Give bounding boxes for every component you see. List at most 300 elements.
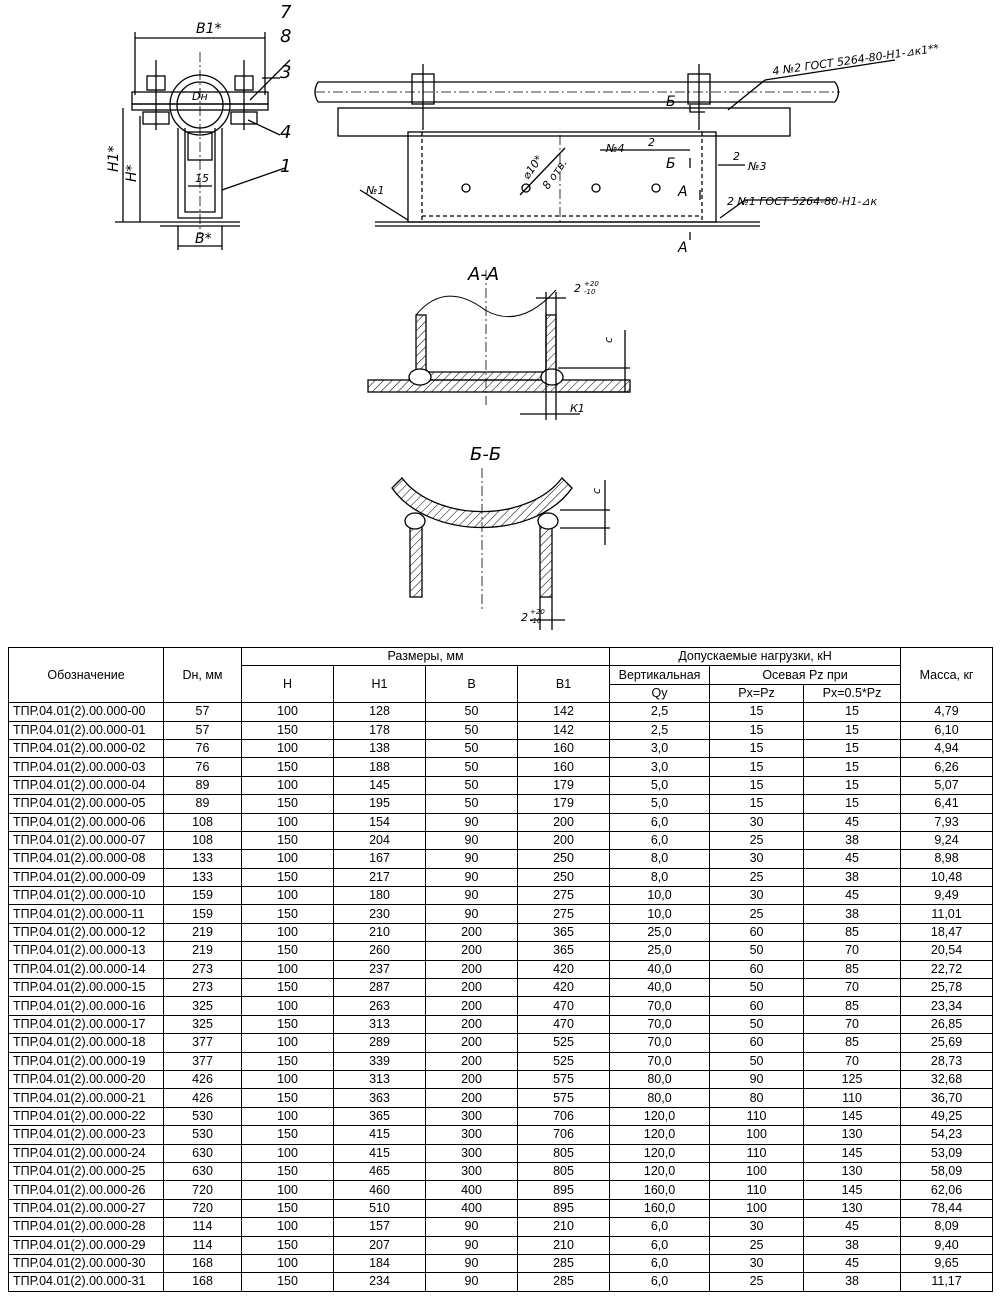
label-15: 15 — [195, 172, 209, 185]
table-cell: ТПР.04.01(2).00.000-25 — [9, 1162, 164, 1180]
table-cell: 50 — [426, 739, 518, 757]
table-cell: ТПР.04.01(2).00.000-06 — [9, 813, 164, 831]
table-cell: 575 — [518, 1089, 610, 1107]
header-designation: Обозначение — [9, 648, 164, 703]
table-cell: 805 — [518, 1144, 610, 1162]
side-view — [315, 60, 895, 240]
table-cell: 8,98 — [901, 850, 993, 868]
table-cell: 510 — [334, 1199, 426, 1217]
table-cell: 200 — [518, 831, 610, 849]
table-cell: 150 — [242, 1089, 334, 1107]
table-cell: 40,0 — [610, 960, 710, 978]
table-cell: ТПР.04.01(2).00.000-27 — [9, 1199, 164, 1217]
table-cell: 285 — [518, 1273, 610, 1291]
table-row — [9, 1273, 993, 1291]
drawing-canvas — [0, 0, 1001, 640]
table-cell: 70,0 — [610, 1015, 710, 1033]
table-cell: 630 — [164, 1162, 242, 1180]
label-h: H* — [124, 164, 140, 182]
table-cell: 57 — [164, 721, 242, 739]
table-cell: 38 — [804, 1273, 901, 1291]
table-cell: 50 — [426, 703, 518, 721]
label-hole-dim: ⌀10* — [519, 152, 546, 182]
table-cell: 30 — [710, 887, 804, 905]
table-cell: 58,09 — [901, 1162, 993, 1180]
table-cell: 179 — [518, 776, 610, 794]
header-b1: B1 — [518, 666, 610, 703]
table-cell: 100 — [242, 1218, 334, 1236]
section-bb — [392, 468, 610, 630]
table-cell: 60 — [710, 960, 804, 978]
table-cell: 525 — [518, 1034, 610, 1052]
table-cell: 179 — [518, 795, 610, 813]
table-cell: 138 — [334, 739, 426, 757]
table-cell: 40,0 — [610, 979, 710, 997]
table-cell: 150 — [242, 1052, 334, 1070]
table-cell: 10,0 — [610, 887, 710, 905]
table-cell: 365 — [518, 942, 610, 960]
header-axial: Осевая Pz при — [710, 666, 901, 684]
label-dn: Dн — [192, 90, 208, 103]
table-cell: 6,10 — [901, 721, 993, 739]
table-cell: ТПР.04.01(2).00.000-23 — [9, 1126, 164, 1144]
table-cell: 142 — [518, 721, 610, 739]
table-cell: 45 — [804, 813, 901, 831]
table-cell: 110 — [710, 1181, 804, 1199]
table-cell: 200 — [426, 1070, 518, 1088]
table-row — [9, 1199, 993, 1217]
table-cell: 15 — [804, 739, 901, 757]
table-cell: 10,48 — [901, 868, 993, 886]
table-cell: 142 — [518, 703, 610, 721]
table-cell: 365 — [334, 1107, 426, 1125]
table-row — [9, 721, 993, 739]
table-cell: 150 — [242, 1236, 334, 1254]
table-cell: 100 — [242, 703, 334, 721]
table-cell: 32,68 — [901, 1070, 993, 1088]
table-row — [9, 868, 993, 886]
bb-tol-up: +20 — [530, 608, 545, 616]
table-cell: 237 — [334, 960, 426, 978]
table-cell: 25 — [710, 905, 804, 923]
table-cell: 120,0 — [610, 1144, 710, 1162]
table-cell: 90 — [426, 1273, 518, 1291]
table-row — [9, 1218, 993, 1236]
table-cell: 130 — [804, 1126, 901, 1144]
table-cell: 90 — [426, 887, 518, 905]
table-cell: 275 — [518, 887, 610, 905]
table-cell: 895 — [518, 1199, 610, 1217]
table-cell: 20,54 — [901, 942, 993, 960]
header-b: B — [426, 666, 518, 703]
table-cell: 85 — [804, 960, 901, 978]
table-cell: 50 — [426, 758, 518, 776]
table-cell: 6,0 — [610, 1273, 710, 1291]
label-item7: 7 — [280, 2, 292, 23]
aa-tol-dn: -10 — [584, 288, 596, 296]
table-cell: 54,23 — [901, 1126, 993, 1144]
table-cell: 219 — [164, 942, 242, 960]
table-cell: ТПР.04.01(2).00.000-19 — [9, 1052, 164, 1070]
table-cell: 70,0 — [610, 1034, 710, 1052]
table-cell: 100 — [242, 960, 334, 978]
table-row — [9, 1254, 993, 1272]
table-cell: 895 — [518, 1181, 610, 1199]
label-h1: H1* — [106, 145, 122, 172]
technical-drawings — [0, 0, 1001, 640]
table-cell: 200 — [426, 1089, 518, 1107]
table-cell: 25 — [710, 868, 804, 886]
table-cell: 90 — [426, 813, 518, 831]
section-aa-title: А-А — [468, 264, 500, 285]
table-cell: 420 — [518, 960, 610, 978]
label-n4: №4 — [606, 142, 625, 155]
table-row — [9, 1107, 993, 1125]
table-cell: 38 — [804, 868, 901, 886]
table-cell: 706 — [518, 1107, 610, 1125]
table-cell: 720 — [164, 1199, 242, 1217]
table-cell: 50 — [426, 776, 518, 794]
table-cell: 250 — [518, 868, 610, 886]
table-cell: 460 — [334, 1181, 426, 1199]
table-cell: 325 — [164, 997, 242, 1015]
label-two-a: 2 — [648, 136, 655, 149]
table-cell: ТПР.04.01(2).00.000-09 — [9, 868, 164, 886]
table-cell: 530 — [164, 1107, 242, 1125]
table-cell: 25 — [710, 1236, 804, 1254]
table-cell: ТПР.04.01(2).00.000-11 — [9, 905, 164, 923]
table-cell: 60 — [710, 997, 804, 1015]
table-cell: 630 — [164, 1144, 242, 1162]
table-row — [9, 1089, 993, 1107]
table-cell: 100 — [242, 776, 334, 794]
table-row — [9, 905, 993, 923]
table-row — [9, 703, 993, 721]
table-cell: 325 — [164, 1015, 242, 1033]
header-h: H — [242, 666, 334, 703]
spec-table — [8, 647, 993, 1292]
table-cell: 70,0 — [610, 1052, 710, 1070]
table-cell: 9,40 — [901, 1236, 993, 1254]
table-cell: 15 — [710, 739, 804, 757]
table-cell: 28,73 — [901, 1052, 993, 1070]
table-cell: 25,0 — [610, 942, 710, 960]
table-cell: 26,85 — [901, 1015, 993, 1033]
table-cell: 100 — [242, 813, 334, 831]
table-cell: 38 — [804, 905, 901, 923]
table-cell: 219 — [164, 923, 242, 941]
table-cell: 125 — [804, 1070, 901, 1088]
table-cell: 720 — [164, 1181, 242, 1199]
table-cell: 80,0 — [610, 1089, 710, 1107]
label-b1: B1* — [196, 21, 222, 37]
table-cell: ТПР.04.01(2).00.000-08 — [9, 850, 164, 868]
table-cell: 15 — [804, 721, 901, 739]
table-row — [9, 942, 993, 960]
table-cell: ТПР.04.01(2).00.000-12 — [9, 923, 164, 941]
table-row — [9, 887, 993, 905]
table-cell: 100 — [242, 887, 334, 905]
table-cell: 90 — [426, 1254, 518, 1272]
table-cell: 160,0 — [610, 1181, 710, 1199]
table-cell: 145 — [804, 1181, 901, 1199]
weld-note-top: 4 №2 ГОСТ 5264-80-Н1-⊿к1** — [771, 41, 940, 78]
table-cell: ТПР.04.01(2).00.000-01 — [9, 721, 164, 739]
table-cell: 260 — [334, 942, 426, 960]
table-row — [9, 831, 993, 849]
table-row — [9, 776, 993, 794]
table-cell: 90 — [426, 1236, 518, 1254]
table-cell: 150 — [242, 1162, 334, 1180]
table-cell: 15 — [804, 776, 901, 794]
table-cell: 100 — [242, 1144, 334, 1162]
table-cell: 90 — [426, 868, 518, 886]
table-cell: 70 — [804, 979, 901, 997]
table-cell: 200 — [426, 979, 518, 997]
table-cell: 25 — [710, 1273, 804, 1291]
table-cell: 15 — [804, 758, 901, 776]
table-cell: 575 — [518, 1070, 610, 1088]
label-two-b: 2 — [733, 150, 740, 163]
table-cell: ТПР.04.01(2).00.000-21 — [9, 1089, 164, 1107]
table-cell: ТПР.04.01(2).00.000-26 — [9, 1181, 164, 1199]
table-cell: 805 — [518, 1162, 610, 1180]
label-holes-count: 8 отв. — [539, 156, 570, 192]
table-cell: ТПР.04.01(2).00.000-18 — [9, 1034, 164, 1052]
table-cell: 80,0 — [610, 1070, 710, 1088]
table-cell: 45 — [804, 850, 901, 868]
table-cell: 76 — [164, 739, 242, 757]
table-cell: 45 — [804, 1218, 901, 1236]
table-cell: 8,09 — [901, 1218, 993, 1236]
table-cell: 200 — [426, 960, 518, 978]
table-cell: ТПР.04.01(2).00.000-29 — [9, 1236, 164, 1254]
table-cell: 15 — [710, 795, 804, 813]
table-cell: 415 — [334, 1144, 426, 1162]
label-item1: 1 — [280, 156, 292, 177]
spec-table-body — [9, 703, 993, 1292]
table-cell: 150 — [242, 942, 334, 960]
table-cell: 50 — [710, 979, 804, 997]
table-row — [9, 923, 993, 941]
table-cell: 89 — [164, 776, 242, 794]
table-cell: 4,94 — [901, 739, 993, 757]
table-cell: 150 — [242, 795, 334, 813]
label-n1: №1 — [366, 184, 385, 197]
table-cell: 114 — [164, 1218, 242, 1236]
table-cell: 128 — [334, 703, 426, 721]
table-cell: 50 — [426, 795, 518, 813]
table-cell: 159 — [164, 887, 242, 905]
table-row — [9, 960, 993, 978]
table-cell: 180 — [334, 887, 426, 905]
table-cell: 30 — [710, 1218, 804, 1236]
table-cell: 200 — [518, 813, 610, 831]
table-cell: 90 — [426, 831, 518, 849]
table-cell: 530 — [164, 1126, 242, 1144]
table-cell: 90 — [426, 905, 518, 923]
table-cell: 145 — [334, 776, 426, 794]
table-cell: 400 — [426, 1181, 518, 1199]
table-cell: 470 — [518, 997, 610, 1015]
table-cell: 168 — [164, 1254, 242, 1272]
table-cell: 339 — [334, 1052, 426, 1070]
table-row — [9, 1181, 993, 1199]
table-cell: 157 — [334, 1218, 426, 1236]
table-cell: 6,0 — [610, 1236, 710, 1254]
table-cell: 100 — [242, 1181, 334, 1199]
table-cell: 300 — [426, 1126, 518, 1144]
table-cell: 300 — [426, 1144, 518, 1162]
table-cell: 150 — [242, 868, 334, 886]
label-item3: 3 — [280, 62, 292, 83]
table-cell: 150 — [242, 831, 334, 849]
table-cell: 108 — [164, 813, 242, 831]
table-row — [9, 1162, 993, 1180]
table-cell: 90 — [710, 1070, 804, 1088]
mark-a-bottom: А — [678, 240, 688, 256]
label-item8: 8 — [280, 26, 292, 47]
table-cell: 25,69 — [901, 1034, 993, 1052]
table-row — [9, 997, 993, 1015]
aa-k1: К1 — [570, 402, 585, 415]
table-cell: 76 — [164, 758, 242, 776]
table-cell: 38 — [804, 831, 901, 849]
table-cell: 313 — [334, 1015, 426, 1033]
table-cell: ТПР.04.01(2).00.000-31 — [9, 1273, 164, 1291]
table-row — [9, 1236, 993, 1254]
table-cell: 85 — [804, 923, 901, 941]
aa-tol: 2 — [574, 282, 581, 295]
table-row — [9, 758, 993, 776]
table-row — [9, 979, 993, 997]
table-cell: 160,0 — [610, 1199, 710, 1217]
table-cell: 25,0 — [610, 923, 710, 941]
table-cell: 400 — [426, 1199, 518, 1217]
table-cell: 133 — [164, 868, 242, 886]
table-cell: 145 — [804, 1144, 901, 1162]
table-row — [9, 850, 993, 868]
table-cell: 50 — [710, 942, 804, 960]
aa-c: с — [602, 336, 615, 343]
table-cell: ТПР.04.01(2).00.000-22 — [9, 1107, 164, 1125]
table-cell: 150 — [242, 1126, 334, 1144]
table-cell: 100 — [242, 1070, 334, 1088]
table-cell: 289 — [334, 1034, 426, 1052]
table-cell: 167 — [334, 850, 426, 868]
table-cell: 159 — [164, 905, 242, 923]
table-cell: 154 — [334, 813, 426, 831]
table-cell: 200 — [426, 923, 518, 941]
aa-tol-up: +20 — [584, 280, 599, 288]
table-cell: 706 — [518, 1126, 610, 1144]
table-cell: 30 — [710, 813, 804, 831]
table-cell: 3,0 — [610, 758, 710, 776]
table-cell: 2,5 — [610, 703, 710, 721]
table-cell: 70 — [804, 1052, 901, 1070]
table-cell: 184 — [334, 1254, 426, 1272]
table-cell: 9,24 — [901, 831, 993, 849]
table-row — [9, 1034, 993, 1052]
table-cell: 30 — [710, 1254, 804, 1272]
table-cell: 100 — [710, 1199, 804, 1217]
table-cell: 25 — [710, 831, 804, 849]
table-cell: 100 — [242, 1254, 334, 1272]
table-cell: 130 — [804, 1199, 901, 1217]
table-cell: 60 — [710, 1034, 804, 1052]
table-cell: 200 — [426, 1034, 518, 1052]
table-cell: 45 — [804, 1254, 901, 1272]
table-cell: 210 — [518, 1218, 610, 1236]
table-cell: 100 — [242, 1107, 334, 1125]
table-cell: 15 — [804, 795, 901, 813]
table-cell: 204 — [334, 831, 426, 849]
table-cell: ТПР.04.01(2).00.000-05 — [9, 795, 164, 813]
table-cell: 415 — [334, 1126, 426, 1144]
front-view — [115, 32, 290, 250]
table-cell: 8,0 — [610, 850, 710, 868]
bb-c: с — [590, 487, 603, 494]
table-cell: 100 — [710, 1126, 804, 1144]
table-cell: 15 — [710, 776, 804, 794]
table-cell: 168 — [164, 1273, 242, 1291]
table-cell: 100 — [242, 739, 334, 757]
table-cell: 49,25 — [901, 1107, 993, 1125]
table-cell: 70 — [804, 1015, 901, 1033]
table-cell: ТПР.04.01(2).00.000-16 — [9, 997, 164, 1015]
table-cell: 377 — [164, 1034, 242, 1052]
table-cell: 50 — [710, 1052, 804, 1070]
table-cell: 50 — [710, 1015, 804, 1033]
table-cell: ТПР.04.01(2).00.000-03 — [9, 758, 164, 776]
table-cell: 300 — [426, 1107, 518, 1125]
table-cell: 230 — [334, 905, 426, 923]
table-cell: 200 — [426, 997, 518, 1015]
table-cell: 313 — [334, 1070, 426, 1088]
table-cell: ТПР.04.01(2).00.000-14 — [9, 960, 164, 978]
table-cell: ТПР.04.01(2).00.000-15 — [9, 979, 164, 997]
label-item4: 4 — [280, 122, 292, 143]
table-cell: 90 — [426, 1218, 518, 1236]
table-cell: 78,44 — [901, 1199, 993, 1217]
table-cell: 9,65 — [901, 1254, 993, 1272]
table-row — [9, 1052, 993, 1070]
table-cell: 30 — [710, 850, 804, 868]
header-vertical: Вертикальная — [610, 666, 710, 684]
table-cell: ТПР.04.01(2).00.000-00 — [9, 703, 164, 721]
table-cell: 110 — [804, 1089, 901, 1107]
table-cell: 53,09 — [901, 1144, 993, 1162]
table-cell: 6,26 — [901, 758, 993, 776]
table-cell: 85 — [804, 1034, 901, 1052]
table-cell: 150 — [242, 721, 334, 739]
table-cell: 210 — [334, 923, 426, 941]
table-cell: 110 — [710, 1107, 804, 1125]
table-cell: 15 — [710, 703, 804, 721]
table-row — [9, 795, 993, 813]
table-cell: ТПР.04.01(2).00.000-24 — [9, 1144, 164, 1162]
table-cell: 100 — [710, 1162, 804, 1180]
table-row — [9, 1070, 993, 1088]
table-cell: 89 — [164, 795, 242, 813]
table-cell: 287 — [334, 979, 426, 997]
mark-a-top: А — [678, 184, 688, 200]
table-cell: 273 — [164, 979, 242, 997]
table-cell: 50 — [426, 721, 518, 739]
mark-b-bottom: Б — [666, 156, 676, 172]
table-cell: 100 — [242, 850, 334, 868]
section-bb-title: Б-Б — [470, 444, 502, 465]
